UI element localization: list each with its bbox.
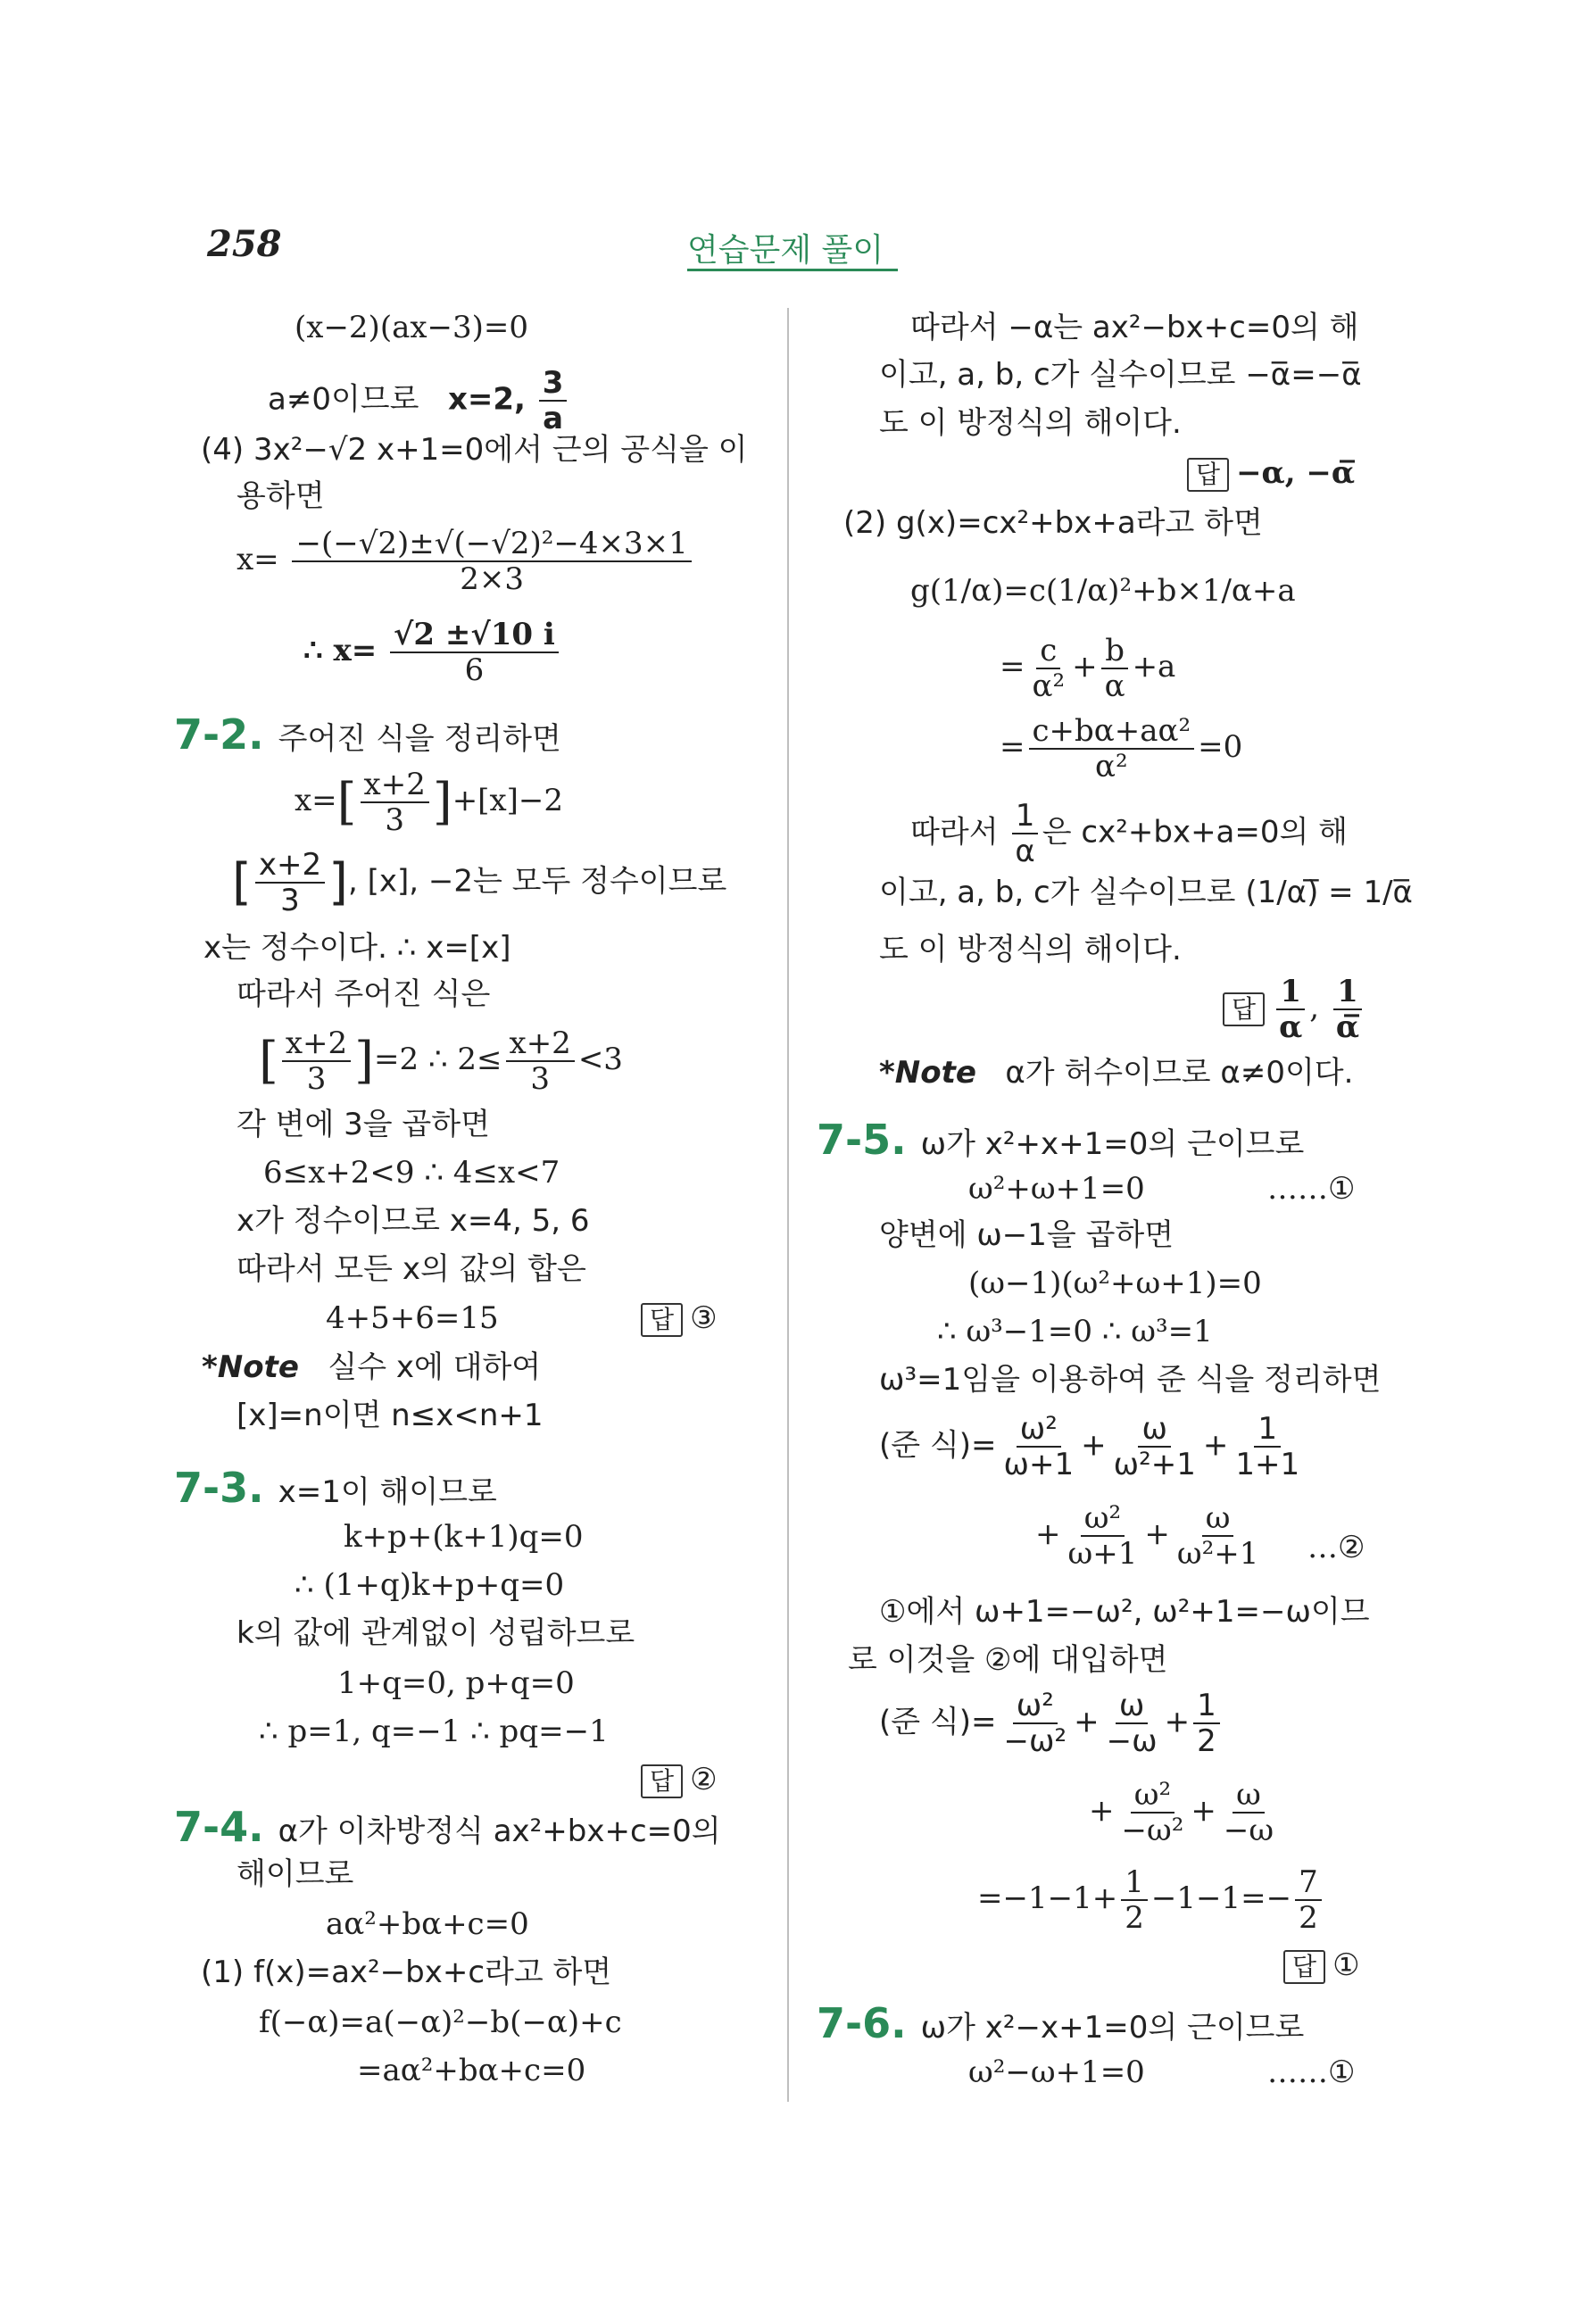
equation-line: + $\frac{\text{ω²}}{\omega+1}$ + $\frac{\omega}{\text{ω²+1}}$ bbox=[1035, 1501, 1266, 1571]
equation-tag: ……① bbox=[1267, 1171, 1356, 1207]
fraction bbox=[390, 618, 559, 687]
text-part: = bbox=[1000, 729, 1025, 765]
numerator: 3 bbox=[539, 366, 568, 402]
numerator: ω² bbox=[1131, 1778, 1174, 1814]
note-line bbox=[879, 1053, 1353, 1092]
numerator: ω bbox=[1233, 1778, 1265, 1814]
equation-line: aα²+bα+c=0 bbox=[326, 1906, 529, 1942]
running-title: 연습문제 풀이 bbox=[687, 232, 884, 269]
problem-number: 7-5. bbox=[817, 1116, 907, 1164]
denominator: 2×3 bbox=[460, 561, 524, 597]
numerator: ω² bbox=[1017, 1412, 1061, 1448]
equation-line: =aα²+bα+c=0 bbox=[357, 2053, 586, 2088]
fraction bbox=[1332, 975, 1363, 1044]
text-part: = bbox=[1000, 649, 1025, 685]
text-part: a≠0이므로 bbox=[268, 381, 419, 418]
numerator: 1 bbox=[1276, 975, 1305, 1010]
denominator: α² bbox=[1032, 668, 1066, 704]
equation-line: 6≤x+2<9 ∴ 4≤x<7 bbox=[263, 1155, 560, 1191]
bracket: [ bbox=[232, 853, 252, 911]
answer-line bbox=[1187, 453, 1355, 493]
text-line: k의 값에 관계없이 성립하므로 bbox=[237, 1615, 635, 1651]
problem-text: x=1이 해이므로 bbox=[278, 1474, 497, 1510]
text-part: =−1−1+ bbox=[977, 1880, 1118, 1916]
text-part: + bbox=[1072, 649, 1098, 685]
text-line: 해이므로 bbox=[237, 1856, 354, 1892]
equation-line: + $\frac{\text{ω²}}{\text{−ω²}}$ + $\frac{\omega}{-\omega}$ bbox=[1089, 1778, 1281, 1847]
text-part: (준 식)= bbox=[879, 1704, 997, 1740]
note-text: 실수 x에 대하여 bbox=[328, 1349, 542, 1385]
text-part: 따라서 bbox=[910, 814, 999, 851]
equation-line bbox=[1000, 634, 1175, 703]
problem-number: 7-6. bbox=[817, 1999, 907, 2047]
text-line: 각 변에 3을 곱하면 bbox=[237, 1107, 490, 1142]
answer-bold: x=2, bbox=[447, 381, 526, 418]
answer-box: 답 bbox=[1187, 458, 1229, 492]
numerator: 1 bbox=[1254, 1412, 1281, 1448]
fraction bbox=[1110, 1412, 1199, 1482]
denominator: −ω bbox=[1223, 1813, 1274, 1848]
answer-choice: ③ bbox=[690, 1300, 718, 1336]
denominator: ω+1 bbox=[1067, 1536, 1138, 1572]
fraction bbox=[1118, 1778, 1188, 1847]
text-line: 도 이 방정식의 해이다. bbox=[879, 405, 1182, 441]
fraction bbox=[539, 366, 568, 436]
numerator: ω bbox=[1116, 1689, 1148, 1724]
answer-line bbox=[641, 1760, 718, 1799]
answer-line bbox=[641, 1299, 718, 1338]
equation-line bbox=[237, 527, 695, 596]
text-part: x= bbox=[237, 542, 279, 577]
fraction bbox=[1121, 1865, 1148, 1935]
equation-line: (준 식)= $\frac{\text{ω²}}{\text{−ω²}}$ + $\frac{\omega}{-\omega}$ + $\frac{1}{2}$ bbox=[879, 1689, 1224, 1758]
equation-line: ∴ ω³−1=0 ∴ ω³=1 bbox=[937, 1314, 1213, 1349]
numerator: x+2 bbox=[361, 768, 429, 803]
text-line: 양변에 ω−1을 곱하면 bbox=[879, 1217, 1174, 1253]
numerator: 1 bbox=[1012, 799, 1039, 834]
text-line: 로 이것을 ②에 대입하면 bbox=[848, 1642, 1168, 1678]
equation-tag: …② bbox=[1307, 1530, 1365, 1565]
text-line bbox=[232, 848, 726, 917]
denominator: −ω² bbox=[1003, 1723, 1067, 1759]
denominator: 3 bbox=[306, 1061, 327, 1097]
bracket: [ bbox=[259, 1032, 278, 1090]
denominator: α bbox=[1279, 1009, 1303, 1045]
problem-text: ω가 x²+x+1=0의 근이므로 bbox=[920, 1126, 1305, 1162]
fraction bbox=[1103, 1689, 1161, 1758]
page-number: 258 bbox=[207, 223, 282, 265]
fraction bbox=[1000, 1412, 1078, 1482]
denominator: −ω² bbox=[1121, 1813, 1184, 1848]
denominator: 2 bbox=[1197, 1723, 1216, 1759]
text-line: 도 이 방정식의 해이다. bbox=[879, 932, 1182, 967]
equation-line: 4+5+6=15 bbox=[326, 1300, 499, 1336]
numerator: √2 ±√10 i bbox=[390, 618, 559, 653]
denominator: ω²+1 bbox=[1176, 1536, 1259, 1572]
text-line: 이고, a, b, c가 실수이므로 −α̅=−α̅ bbox=[879, 357, 1362, 393]
numerator: x+2 bbox=[282, 1026, 351, 1062]
text-line: ①에서 ω+1=−ω², ω²+1=−ω이므 bbox=[879, 1594, 1370, 1630]
denominator: 2 bbox=[1125, 1900, 1144, 1936]
numerator: c bbox=[1036, 634, 1060, 669]
equation-line: f(−α)=a(−α)²−b(−α)+c bbox=[259, 2004, 622, 2040]
text-part: x= bbox=[295, 783, 337, 818]
fraction bbox=[1029, 714, 1195, 784]
problem-heading-7-2 bbox=[174, 710, 561, 763]
answer-choice: ② bbox=[690, 1762, 718, 1797]
text-line: 따라서 주어진 식은 bbox=[237, 976, 491, 1012]
text-part: −1−1=− bbox=[1150, 1880, 1292, 1916]
equation-line: (준 식)= $\frac{\text{ω²}}{\omega+1}$ + $\frac{\omega}{\text{ω²+1}}$ + $\frac{1}{1+1}$ bbox=[879, 1412, 1307, 1482]
equation-line bbox=[303, 618, 562, 687]
column-divider bbox=[787, 308, 789, 2102]
fraction bbox=[292, 527, 691, 596]
denominator: 3 bbox=[280, 883, 300, 918]
answer-box: 답 bbox=[641, 1303, 683, 1337]
equation-line bbox=[1000, 714, 1242, 784]
denominator: 2 bbox=[1299, 1900, 1318, 1936]
numerator: 7 bbox=[1295, 1865, 1322, 1901]
fraction bbox=[1232, 1412, 1303, 1482]
numerator: ω bbox=[1202, 1501, 1234, 1537]
title-underline bbox=[687, 269, 898, 271]
fraction bbox=[1220, 1778, 1277, 1847]
fraction bbox=[1295, 1865, 1322, 1935]
equation-line: (x−2)(ax−3)=0 bbox=[295, 310, 529, 345]
answer-box: 답 bbox=[1223, 992, 1265, 1026]
numerator: c+bα+aα² bbox=[1029, 714, 1195, 750]
note-line: [x]=n이면 n≤x<n+1 bbox=[237, 1398, 544, 1433]
denominator: α² bbox=[1095, 749, 1128, 784]
text-line: x는 정수이다. ∴ x=[x] bbox=[203, 930, 511, 966]
text-part: (준 식)= bbox=[879, 1427, 997, 1464]
text-line: 따라서 −α는 ax²−bx+c=0의 해 bbox=[910, 310, 1359, 345]
numerator: −(−√2)±√(−√2)²−4×3×1 bbox=[292, 527, 691, 562]
problem-text: α가 이차방정식 ax²+bx+c=0의 bbox=[278, 1814, 721, 1849]
problem-number: 7-4. bbox=[174, 1803, 264, 1851]
equation-line: ω²+ω+1=0 bbox=[968, 1171, 1145, 1207]
denominator: 3 bbox=[385, 802, 404, 838]
text-line bbox=[910, 799, 1348, 868]
text-part: <3 bbox=[577, 1042, 623, 1077]
numerator: ω² bbox=[1081, 1501, 1125, 1537]
equation-line: k+p+(k+1)q=0 bbox=[344, 1519, 584, 1555]
fraction bbox=[1000, 1689, 1071, 1758]
text-line: ω³=1임을 이용하여 준 식을 정리하면 bbox=[879, 1362, 1382, 1398]
text-line: (1) f(x)=ax²−bx+c라고 하면 bbox=[201, 1955, 612, 1990]
numerator: 1 bbox=[1333, 975, 1362, 1010]
answer-line: 답 $\frac{1}{\alpha}$ , $\frac{1}{\alpha̅}$ bbox=[1223, 975, 1366, 1044]
denominator: 6 bbox=[464, 652, 485, 688]
text-line bbox=[268, 366, 570, 436]
text-part: ∴ x= bbox=[303, 633, 378, 668]
numerator: 1 bbox=[1121, 1865, 1148, 1901]
numerator: ω bbox=[1138, 1412, 1170, 1448]
fraction bbox=[1011, 799, 1038, 868]
problem-heading-7-5 bbox=[817, 1116, 1304, 1168]
note-label: *Note bbox=[879, 1055, 976, 1091]
equation-line: ∴ (1+q)k+p+q=0 bbox=[295, 1567, 565, 1603]
problem-number: 7-3. bbox=[174, 1464, 264, 1512]
text-part: =2 ∴ 2≤ bbox=[374, 1042, 502, 1077]
denominator: 3 bbox=[530, 1061, 550, 1097]
numerator: 1 bbox=[1193, 1689, 1220, 1724]
note-label: *Note bbox=[202, 1349, 299, 1385]
fraction bbox=[1193, 1689, 1220, 1758]
answer-line bbox=[1283, 1946, 1360, 1985]
problem-heading-7-4 bbox=[174, 1803, 721, 1855]
problem-text: 주어진 식을 정리하면 bbox=[278, 721, 561, 757]
denominator: ω²+1 bbox=[1113, 1447, 1196, 1482]
equation-line bbox=[977, 1865, 1325, 1935]
equation-line: ω²−ω+1=0 bbox=[968, 2054, 1145, 2090]
text-part: =0 bbox=[1198, 729, 1243, 765]
bracket: ] bbox=[354, 1032, 375, 1090]
equation-tag: ……① bbox=[1267, 2054, 1356, 2090]
text-line: (4) 3x²−√2 x+1=0에서 근의 공식을 이 bbox=[201, 432, 748, 468]
text-line: 따라서 모든 x의 값의 합은 bbox=[237, 1251, 586, 1287]
answer-box: 답 bbox=[1283, 1950, 1325, 1984]
problem-number: 7-2. bbox=[174, 710, 264, 759]
problem-heading-7-3 bbox=[174, 1464, 497, 1516]
fraction bbox=[361, 768, 429, 837]
problem-text: ω가 x²−x+1=0의 근이므로 bbox=[920, 2010, 1305, 2046]
numerator: b bbox=[1101, 634, 1128, 669]
note-text: α가 허수이므로 α≠0이다. bbox=[1005, 1055, 1354, 1091]
fraction bbox=[282, 1026, 351, 1096]
note-line bbox=[202, 1348, 541, 1387]
text-line: 용하면 bbox=[237, 478, 325, 514]
text-line: (2) g(x)=cx²+bx+a라고 하면 bbox=[843, 505, 1263, 541]
denominator: a bbox=[543, 401, 564, 436]
bracket: ] bbox=[328, 853, 348, 911]
fraction bbox=[1101, 634, 1129, 703]
text-part: +a bbox=[1132, 649, 1176, 685]
text-part: +[x]−2 bbox=[452, 783, 563, 818]
numerator: ω² bbox=[1013, 1689, 1058, 1724]
fraction bbox=[1174, 1501, 1262, 1571]
denominator: ω+1 bbox=[1003, 1447, 1075, 1482]
equation-line: 1+q=0, p+q=0 bbox=[337, 1665, 575, 1701]
problem-heading-7-6 bbox=[817, 1999, 1304, 2052]
equation-line bbox=[259, 1026, 623, 1096]
denominator: α bbox=[1015, 834, 1035, 869]
denominator: α bbox=[1104, 668, 1125, 704]
numerator: x+2 bbox=[255, 848, 325, 884]
answer-choice: ① bbox=[1332, 1947, 1360, 1983]
fraction bbox=[1065, 1501, 1141, 1571]
equation-line: (ω−1)(ω²+ω+1)=0 bbox=[968, 1266, 1262, 1301]
text-line: 이고, a, b, c가 실수이므로 (1/α)̅ = 1/α̅ bbox=[879, 875, 1413, 910]
fraction bbox=[255, 848, 325, 917]
fraction bbox=[506, 1026, 575, 1096]
equation-line: g(1/α)=c(1/α)²+b×1/α+a bbox=[910, 573, 1296, 609]
answer-box: 답 bbox=[641, 1764, 683, 1798]
fraction bbox=[1029, 634, 1069, 703]
answer-value: −α, −α̅ bbox=[1236, 455, 1356, 491]
equation-line: ∴ p=1, q=−1 ∴ pq=−1 bbox=[259, 1714, 609, 1749]
fraction bbox=[1275, 975, 1306, 1044]
denominator: −ω bbox=[1106, 1723, 1158, 1759]
bracket: [ bbox=[336, 773, 357, 831]
equation-line bbox=[295, 768, 563, 837]
denominator: 1+1 bbox=[1235, 1447, 1300, 1482]
text-part: 은 cx²+bx+a=0의 해 bbox=[1042, 814, 1349, 851]
text-part: , [x], −2는 모두 정수이므로 bbox=[347, 863, 727, 900]
text-line: x가 정수이므로 x=4, 5, 6 bbox=[237, 1203, 590, 1239]
numerator: x+2 bbox=[506, 1026, 575, 1062]
denominator: α̅ bbox=[1335, 1009, 1360, 1045]
bracket: ] bbox=[432, 773, 452, 831]
